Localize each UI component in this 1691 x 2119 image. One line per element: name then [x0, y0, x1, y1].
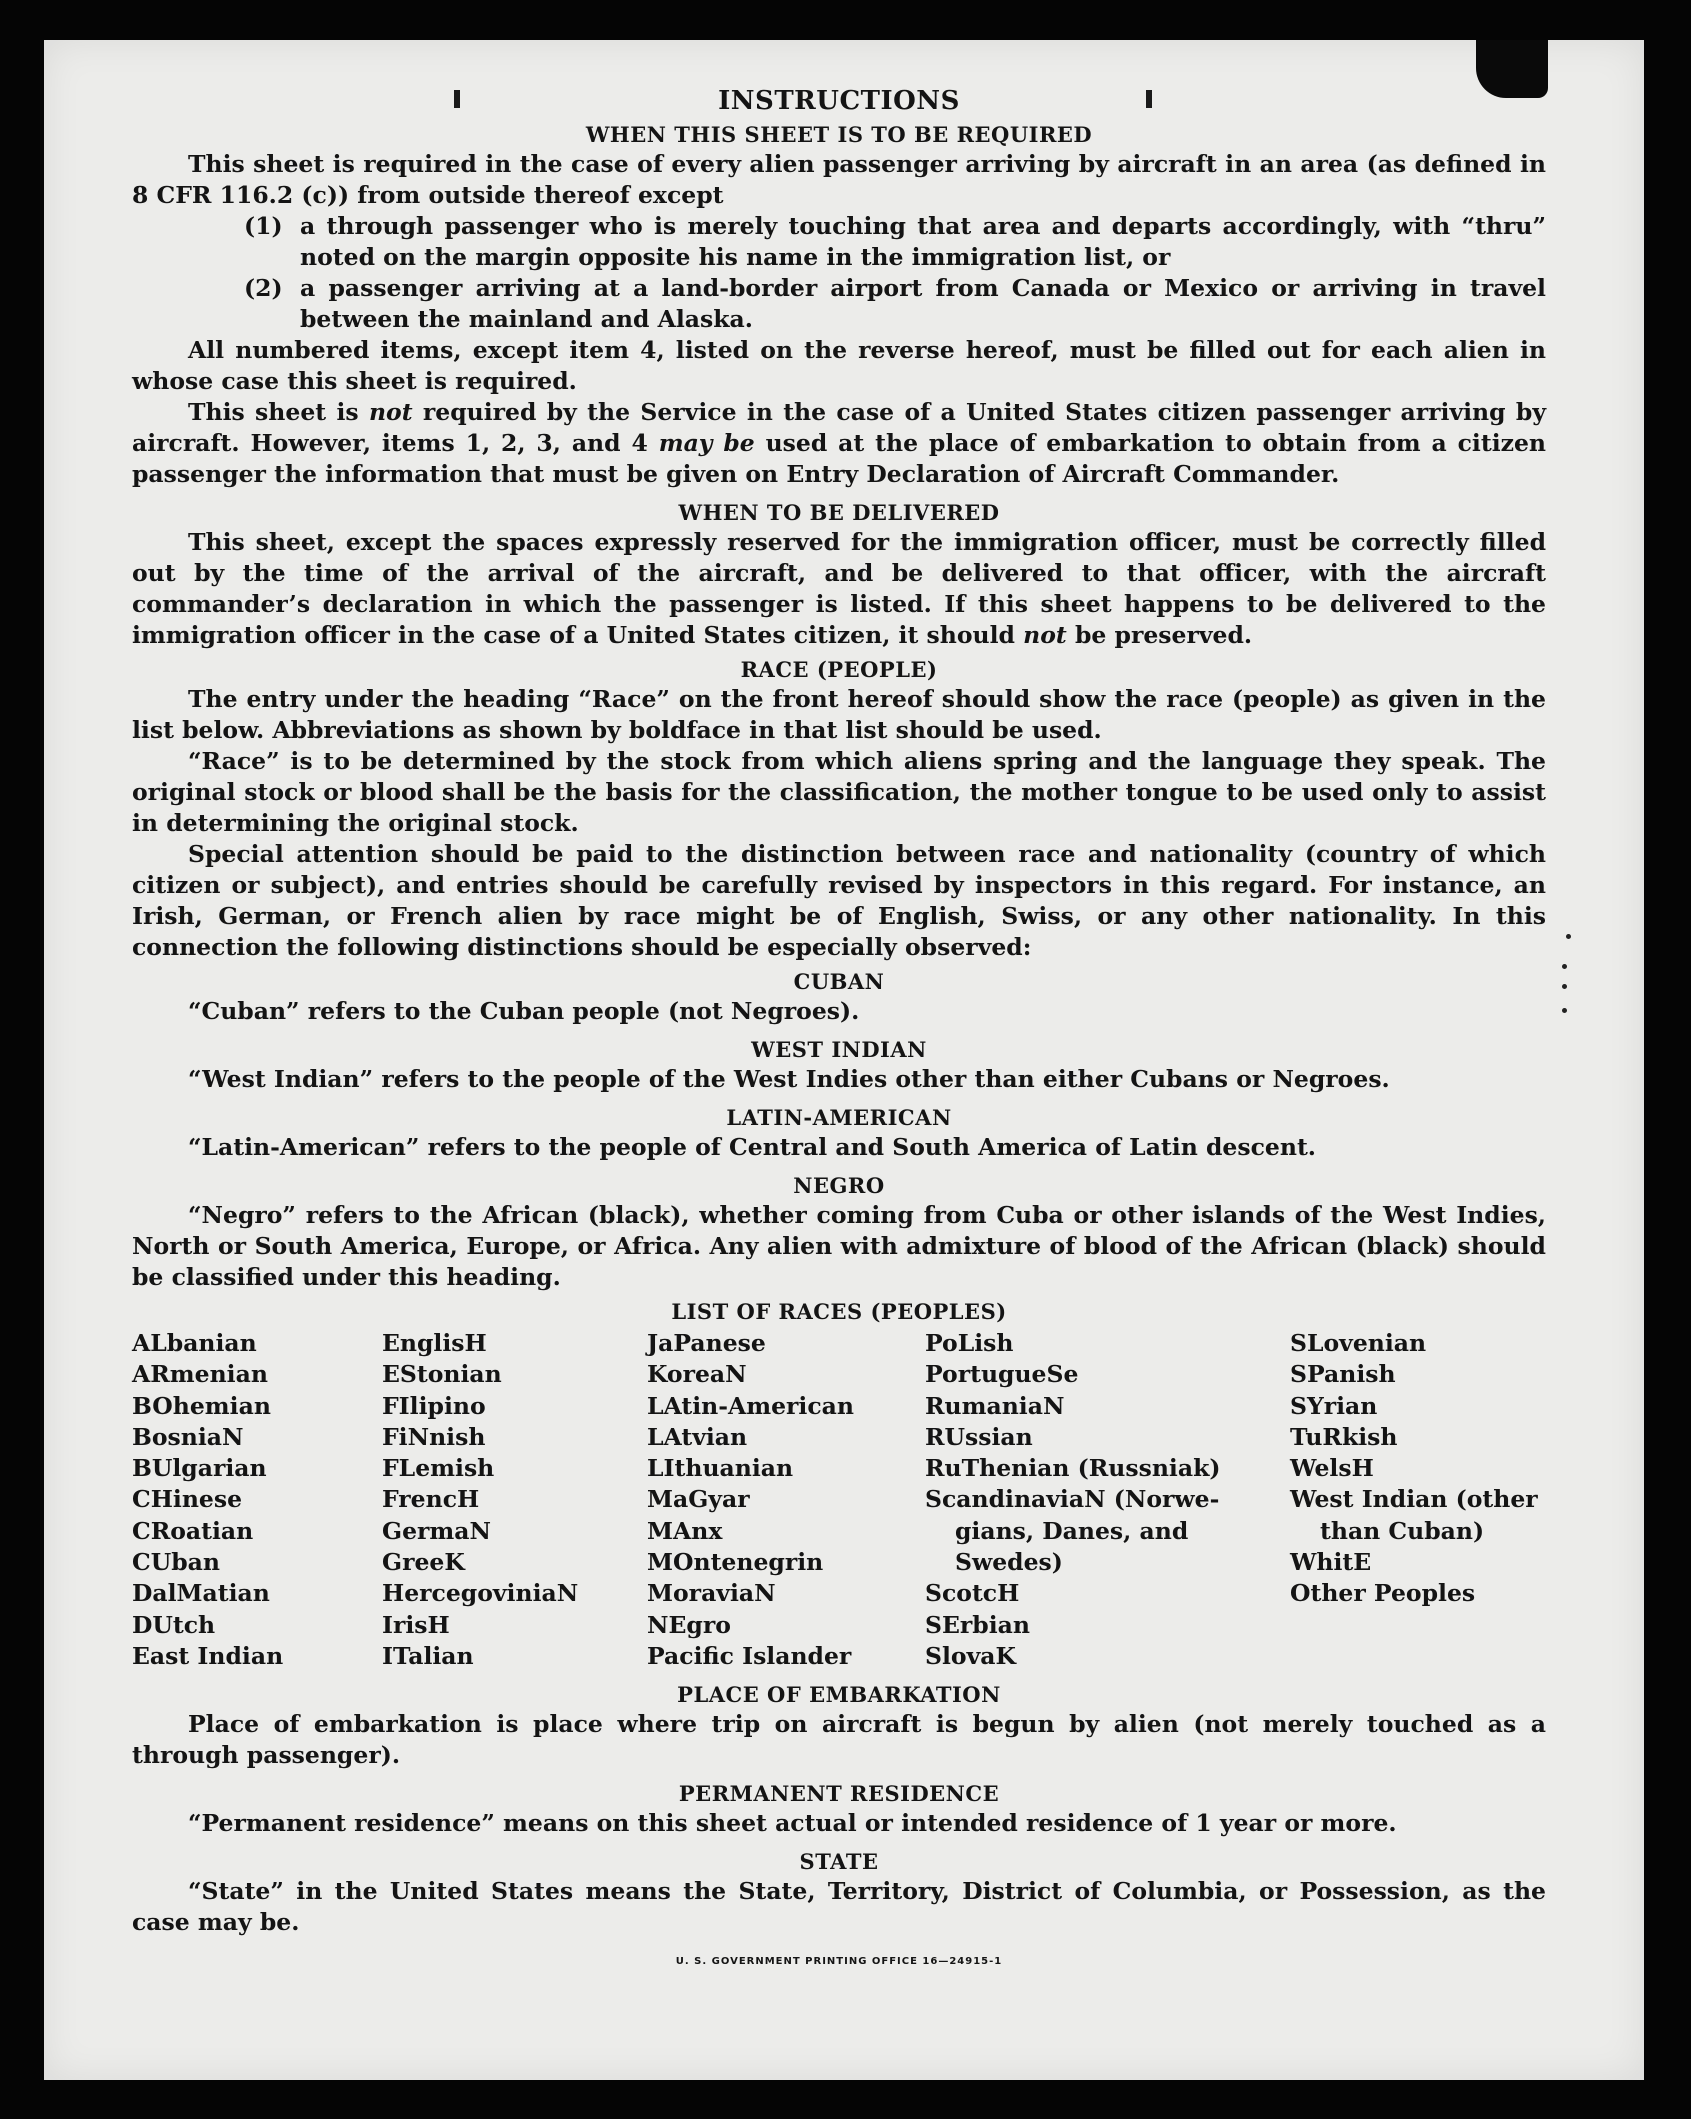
text-run: used at the place of embarkation to obtain from a citizen passenger the information that must be given on Entry Declaration of Aircraft Commander.: [132, 429, 1547, 488]
definition: “State” in the United States means the State, Territory, District of Columbia, or Possession, as the case may be.: [132, 1877, 1546, 1937]
document-sheet: [44, 40, 1644, 2080]
stray-dot: [1562, 964, 1567, 969]
definition: “Negro” refers to the African (black), whether coming from Cuba or other islands of the West Indies, North or South America, Europe, or Africa. Any alien with admixture of blood of the African (black) should be classified under this heading.: [132, 1201, 1546, 1291]
race-entry: IrisH: [382, 1610, 450, 1639]
heading-when-required: WHEN THIS SHEET IS TO BE REQUIRED: [585, 122, 1093, 147]
race-entry: FiNnish: [382, 1422, 486, 1451]
race-entry: WhitE: [1290, 1548, 1372, 1577]
text-run: required by the Service in the case of a United States citizen passenger arriving by aircraft. However, items 1, 2, 3, and 4: [132, 398, 1546, 457]
race-entry: WelsH: [1290, 1454, 1374, 1483]
race-entry: East Indian: [132, 1641, 284, 1670]
race-entry: ALbanian: [132, 1329, 257, 1357]
numbered-item: [132, 211, 1546, 273]
race-entry: than Cuban): [1320, 1516, 1485, 1545]
item-text: a passenger arriving at a land-border airport from Canada or Mexico or arriving in travel between the mainland and Alaska.: [300, 274, 1546, 333]
races-column: [1290, 1328, 1546, 1672]
race-entry: EnglisH: [382, 1329, 487, 1357]
heading-latin-american: LATIN-AMERICAN: [726, 1105, 952, 1130]
heading-when-delivered: WHEN TO BE DELIVERED: [678, 500, 1000, 525]
race-entry: KoreaN: [647, 1360, 747, 1389]
race-entry: Swedes): [955, 1548, 1063, 1577]
item-number: (2): [244, 274, 283, 302]
item-text: a through passenger who is merely touching that area and departs accordingly, with “thru” noted on the margin opposite his name in the immigration list, or: [300, 212, 1546, 271]
race-entry: PoLish: [925, 1329, 1014, 1357]
race-entry: RUssian: [925, 1422, 1033, 1451]
paragraph: This sheet is required in the case of every alien passenger arriving by aircraft in an area (as defined in 8 CFR 116.2 (c)) from outside thereof except: [132, 150, 1546, 209]
race-entry: CRoatian: [132, 1516, 254, 1545]
stray-dot: [1562, 984, 1567, 989]
races-column: [925, 1328, 1290, 1672]
paragraph: All numbered items, except item 4, listed on the reverse hereof, must be filled out for each alien in whose case this sheet is required.: [132, 336, 1546, 395]
race-entry: EStonian: [382, 1360, 502, 1389]
race-entry: SErbian: [925, 1610, 1030, 1639]
race-entry: GermaN: [382, 1516, 491, 1545]
races-column: [382, 1328, 647, 1672]
race-entry: BOhemian: [132, 1391, 271, 1420]
heading-negro: NEGRO: [793, 1173, 885, 1198]
race-entry: ITalian: [382, 1641, 474, 1670]
race-entry: SlovaK: [925, 1641, 1016, 1670]
item-number: (1): [244, 212, 283, 240]
text-run: This sheet is: [188, 398, 369, 426]
race-entry: DUtch: [132, 1610, 216, 1639]
definition: “Latin-American” refers to the people of Central and South America of Latin descent.: [188, 1133, 1316, 1161]
races-column: [132, 1328, 382, 1672]
race-entry: CHinese: [132, 1485, 243, 1514]
race-entry: LAtvian: [647, 1422, 748, 1451]
race-entry: ScandinaviaN (Norwe-: [925, 1485, 1220, 1514]
race-entry: MOntenegrin: [647, 1548, 824, 1577]
race-entry: ScotcH: [925, 1579, 1020, 1608]
text-run: This sheet, except the spaces expressly reserved for the immigration officer, must be correctly filled out by the time of the arrival of the aircraft, and be delivered to that officer, with the aircraft commander’s declaration in which the passenger is listed. If this sheet happens to be delivered to the immigration officer in the case of a United States citizen, it should: [132, 528, 1546, 649]
race-entry: FLemish: [382, 1454, 495, 1483]
race-entry: BUlgarian: [132, 1454, 267, 1483]
race-entry: HercegoviniaN: [382, 1579, 579, 1608]
page-title: INSTRUCTIONS: [718, 86, 960, 116]
emphasis: not: [1023, 621, 1067, 649]
heading-residence: PERMANENT RESIDENCE: [678, 1781, 1000, 1807]
emphasis: not: [368, 398, 413, 426]
race-entry: ARmenian: [132, 1360, 268, 1389]
races-list: [132, 1328, 1546, 1672]
race-entry: Other Peoples: [1290, 1579, 1476, 1608]
race-entry: MoraviaN: [647, 1579, 776, 1608]
race-entry: RuThenian (Russniak): [925, 1454, 1221, 1483]
paragraph: [132, 527, 1546, 651]
race-entry: JaPanese: [647, 1329, 766, 1357]
heading-cuban: CUBAN: [793, 969, 885, 994]
race-entry: SPanish: [1290, 1360, 1396, 1389]
heading-state: STATE: [799, 1849, 879, 1875]
race-entry: FIlipino: [382, 1391, 486, 1420]
race-entry: LAtin-American: [647, 1391, 854, 1420]
race-entry: PortugueSe: [925, 1360, 1079, 1389]
race-entry: DalMatian: [132, 1579, 270, 1608]
stray-dot: [1562, 1008, 1567, 1013]
numbered-item: [132, 273, 1546, 335]
race-entry: MaGyar: [647, 1485, 750, 1514]
race-entry: LIthuanian: [647, 1454, 794, 1483]
definition: Place of embarkation is place where trip on aircraft is begun by alien (not merely touched as a through passenger).: [132, 1710, 1546, 1770]
race-entry: BosniaN: [132, 1422, 244, 1451]
heading-embarkation: PLACE OF EMBARKATION: [677, 1682, 1001, 1708]
paragraph: “Race” is to be determined by the stock from which aliens spring and the language they speak. The original stock or blood shall be the basis for the classification, the mother tongue to be used only to assist in determining the original stock.: [132, 747, 1546, 837]
races-column: [647, 1328, 925, 1672]
emphasis: may be: [658, 429, 755, 457]
paragraph: [132, 397, 1546, 490]
race-entry: West Indian (other: [1290, 1485, 1538, 1514]
race-entry: GreeK: [382, 1548, 465, 1577]
definition: “West Indian” refers to the people of the West Indies other than either Cubans or Negroes.: [188, 1065, 1390, 1093]
race-entry: FrencH: [382, 1485, 480, 1514]
heading-race: RACE (PEOPLE): [740, 657, 938, 682]
race-entry: SYrian: [1290, 1391, 1378, 1420]
race-entry: CUban: [132, 1548, 220, 1577]
document-body: [132, 86, 1546, 1967]
race-entry: Pacific Islander: [647, 1641, 852, 1670]
race-entry: gians, Danes, and: [955, 1516, 1189, 1545]
paragraph: Special attention should be paid to the distinction between race and nationality (country of which citizen or subject), and entries should be carefully revised by inspectors in this regard. For instance, an Irish, German, or French alien by race might be of English, Swiss, or any other nationality. In this connection the following distinctions should be especially observed:: [132, 840, 1546, 961]
heading-west-indian: WEST INDIAN: [751, 1037, 927, 1062]
race-entry: MAnx: [647, 1516, 723, 1545]
race-entry: SLovenian: [1290, 1329, 1427, 1357]
heading-list-of-races: LIST OF RACES (PEOPLES): [671, 1299, 1007, 1324]
definition: “Cuban” refers to the Cuban people (not Negroes).: [188, 997, 860, 1025]
printer-imprint: U. S. GOVERNMENT PRINTING OFFICE 16—24915-1: [675, 1956, 1003, 1968]
text-run: be preserved.: [1066, 621, 1253, 649]
definition: “Permanent residence” means on this sheet actual or intended residence of 1 year or more.: [188, 1809, 1397, 1838]
race-entry: NEgro: [647, 1610, 731, 1639]
race-entry: RumaniaN: [925, 1391, 1065, 1420]
race-entry: TuRkish: [1290, 1422, 1398, 1451]
paragraph: The entry under the heading “Race” on the front hereof should show the race (people) as given in the list below. Abbreviations as shown by boldface in that list should be used.: [132, 685, 1546, 744]
stray-dot: [1566, 934, 1571, 939]
